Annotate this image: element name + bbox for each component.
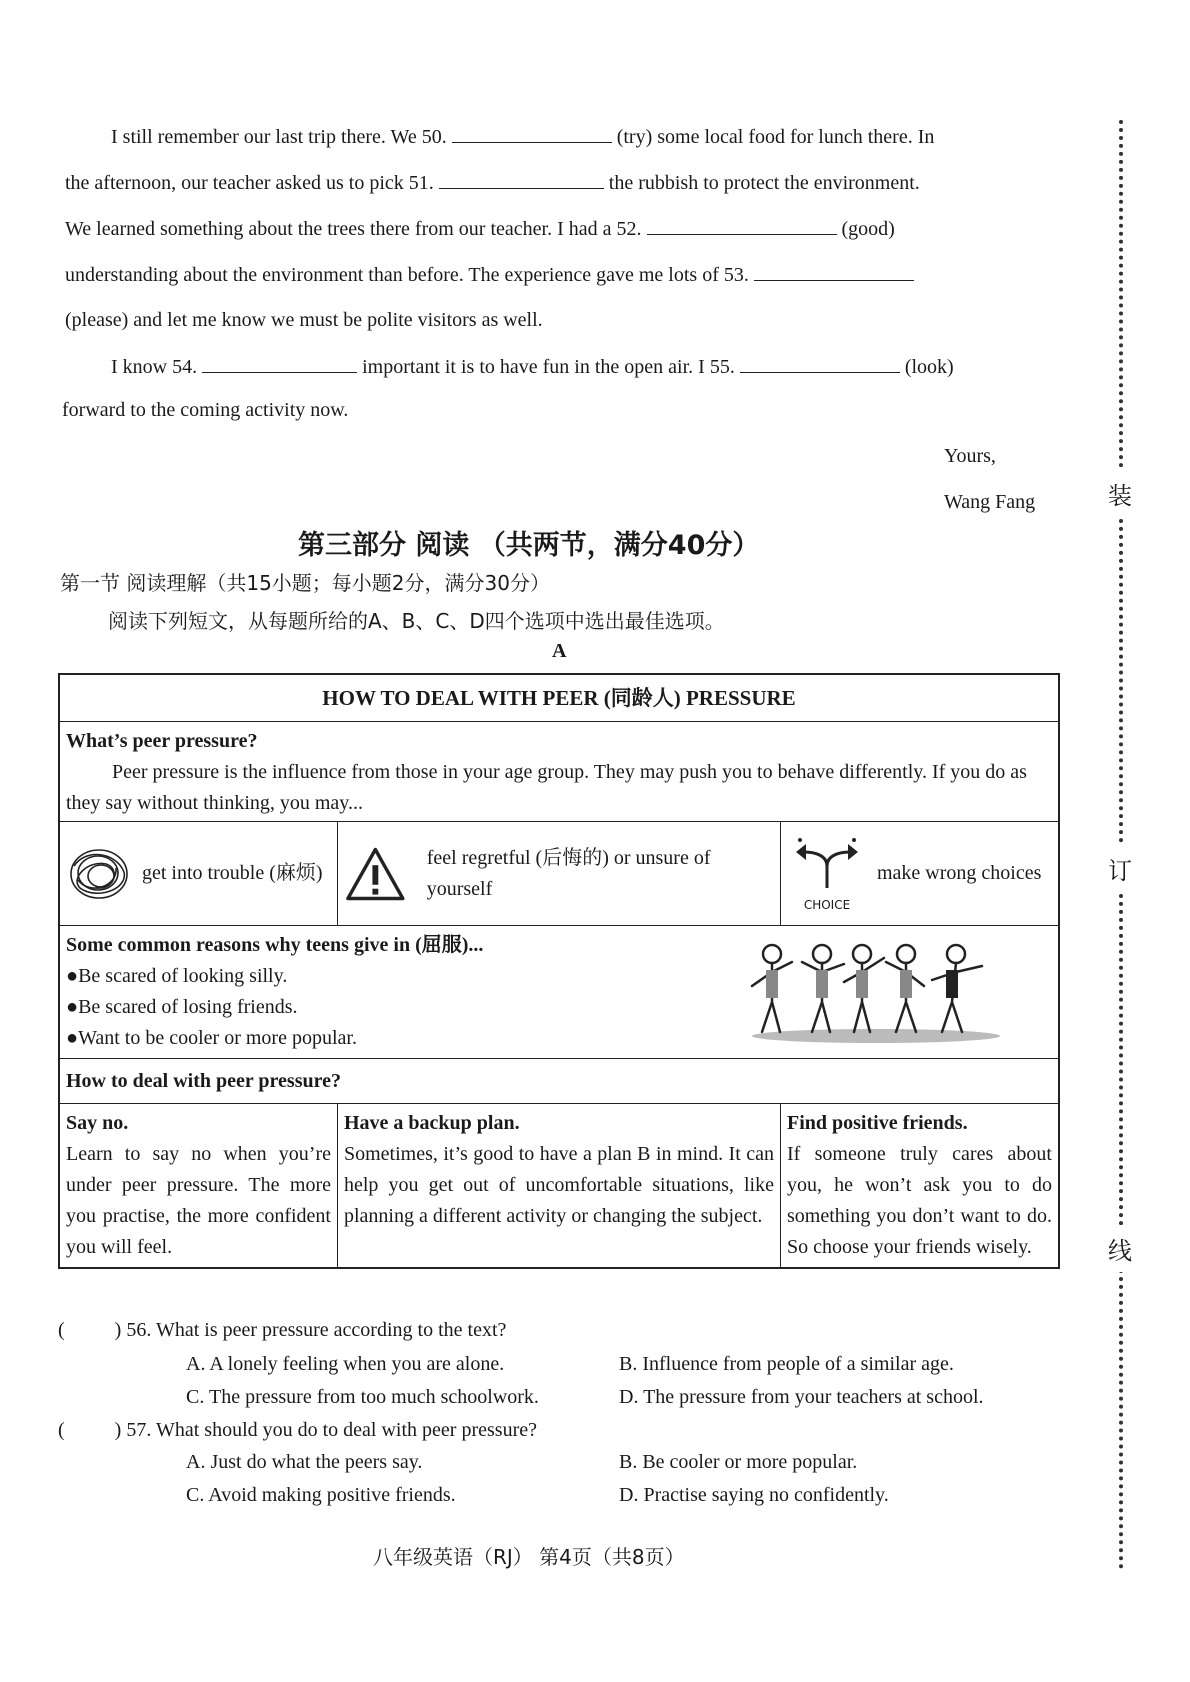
option-57-c[interactable]: C. Avoid making positive friends.	[186, 1484, 456, 1506]
letter-line: We learned something about the trees there from our teacher. I had a 52. (good)	[65, 218, 895, 240]
page-footer: 八年级英语（RJ） 第4页（共8页）	[373, 1545, 685, 1569]
option-56-a[interactable]: A. A lonely feeling when you are alone.	[186, 1353, 505, 1375]
tip-text: Sometimes, it’s good to have a plan B in mind. It can help you get out of uncomfortable situations, like planning a different activity or changing the subject.	[344, 1143, 774, 1227]
letter-line: I know 54. important it is to have fun in the open air. I 55. (look)	[111, 356, 954, 378]
dancing-teens-illustration	[746, 940, 1006, 1044]
option-57-a[interactable]: A. Just do what the peers say.	[186, 1451, 423, 1473]
choice-icon-group	[787, 836, 867, 912]
peer-pressure-table	[58, 673, 1060, 1269]
option-56-c[interactable]: C. The pressure from too much schoolwork.	[186, 1386, 539, 1408]
binding-char-zhuang: 装	[1108, 470, 1132, 517]
what-section	[59, 722, 1059, 822]
blank-52[interactable]	[647, 216, 837, 235]
effect-text: feel regretful (后悔的) or unsure of yourself	[426, 846, 711, 900]
binding-char-ding: 订	[1108, 845, 1132, 892]
reason-item: ●Want to be cooler or more popular.	[66, 1027, 357, 1049]
reasons-section	[59, 926, 1059, 1059]
letter-line: (please) and let me know we must be polite visitors as well.	[65, 309, 543, 331]
effect-cell	[781, 822, 1060, 926]
warning-icon	[344, 845, 407, 903]
effect-cell	[338, 822, 781, 926]
table-title: HOW TO DEAL WITH PEER (同龄人) PRESSURE	[59, 674, 1059, 722]
blank-55[interactable]	[740, 354, 900, 373]
what-heading: What’s peer pressure?	[66, 730, 258, 752]
passage-label: A	[552, 640, 567, 662]
tip-cell	[338, 1104, 781, 1269]
tip-text: Learn to say no when you’re under peer pressure. The more you practise, the more confident you will feel.	[66, 1143, 331, 1258]
reasons-heading: Some common reasons why teens give in (屈服)...	[66, 934, 484, 956]
tip-cell	[59, 1104, 338, 1269]
letter-line: forward to the coming activity now.	[62, 399, 349, 421]
tip-title: Find positive friends.	[787, 1112, 968, 1134]
section1-heading: 第一节 阅读理解（共15小题；每小题2分，满分30分）	[60, 571, 550, 595]
instruction: 阅读下列短文，从每题所给的A、B、C、D四个选项中选出最佳选项。	[108, 609, 725, 633]
effect-text: make wrong choices	[877, 862, 1042, 884]
option-57-b[interactable]: B. Be cooler or more popular.	[619, 1451, 858, 1473]
letter-line: the afternoon, our teacher asked us to pick 51. the rubbish to protect the environment.	[65, 172, 920, 194]
reason-item: ●Be scared of looking silly.	[66, 965, 288, 987]
reason-item: ●Be scared of losing friends.	[66, 996, 298, 1018]
blank-53[interactable]	[754, 262, 914, 281]
answer-paren[interactable]: (	[58, 1419, 115, 1441]
blank-54[interactable]	[202, 354, 357, 373]
tip-cell	[781, 1104, 1060, 1269]
question-56: ( ) 56. What is peer pressure according to the text?	[58, 1319, 507, 1341]
tip-text: If someone truly cares about you, he won’t ask you to do something you don’t want to do. So choose your friends wisely.	[787, 1143, 1052, 1258]
letter-line: understanding about the environment than before. The experience gave me lots of 53.	[65, 262, 914, 287]
binding-char-xian: 线	[1108, 1225, 1132, 1272]
what-text: Peer pressure is the influence from those in your age group. They may push you to behave differently. If you do as they say without thinking, you may...	[66, 761, 1027, 814]
blank-50[interactable]	[452, 124, 612, 143]
part3-title: 第三部分 阅读 （共两节，满分40分）	[298, 530, 760, 561]
blank-51[interactable]	[439, 170, 604, 189]
tip-title: Say no.	[66, 1112, 129, 1134]
choice-icon-label: CHOICE	[803, 897, 851, 912]
question-57: ( ) 57. What should you do to deal with peer pressure?	[58, 1419, 537, 1441]
effect-cell	[59, 822, 338, 926]
choice-arrows-icon	[792, 836, 862, 888]
deal-heading: How to deal with peer pressure?	[59, 1059, 1059, 1104]
option-56-b[interactable]: B. Influence from people of a similar age.	[619, 1353, 954, 1375]
effect-text: get into trouble (麻烦)	[142, 862, 323, 884]
option-57-d[interactable]: D. Practise saying no confidently.	[619, 1484, 889, 1506]
tip-title: Have a backup plan.	[344, 1112, 520, 1134]
letter-closing: Yours,	[944, 445, 996, 467]
answer-paren[interactable]: (	[58, 1319, 115, 1341]
option-56-d[interactable]: D. The pressure from your teachers at school.	[619, 1386, 984, 1408]
letter-line: I still remember our last trip there. We 50. (try) some local food for lunch there. In	[111, 126, 935, 148]
tangle-icon	[66, 846, 132, 902]
letter-signature: Wang Fang	[944, 491, 1036, 513]
